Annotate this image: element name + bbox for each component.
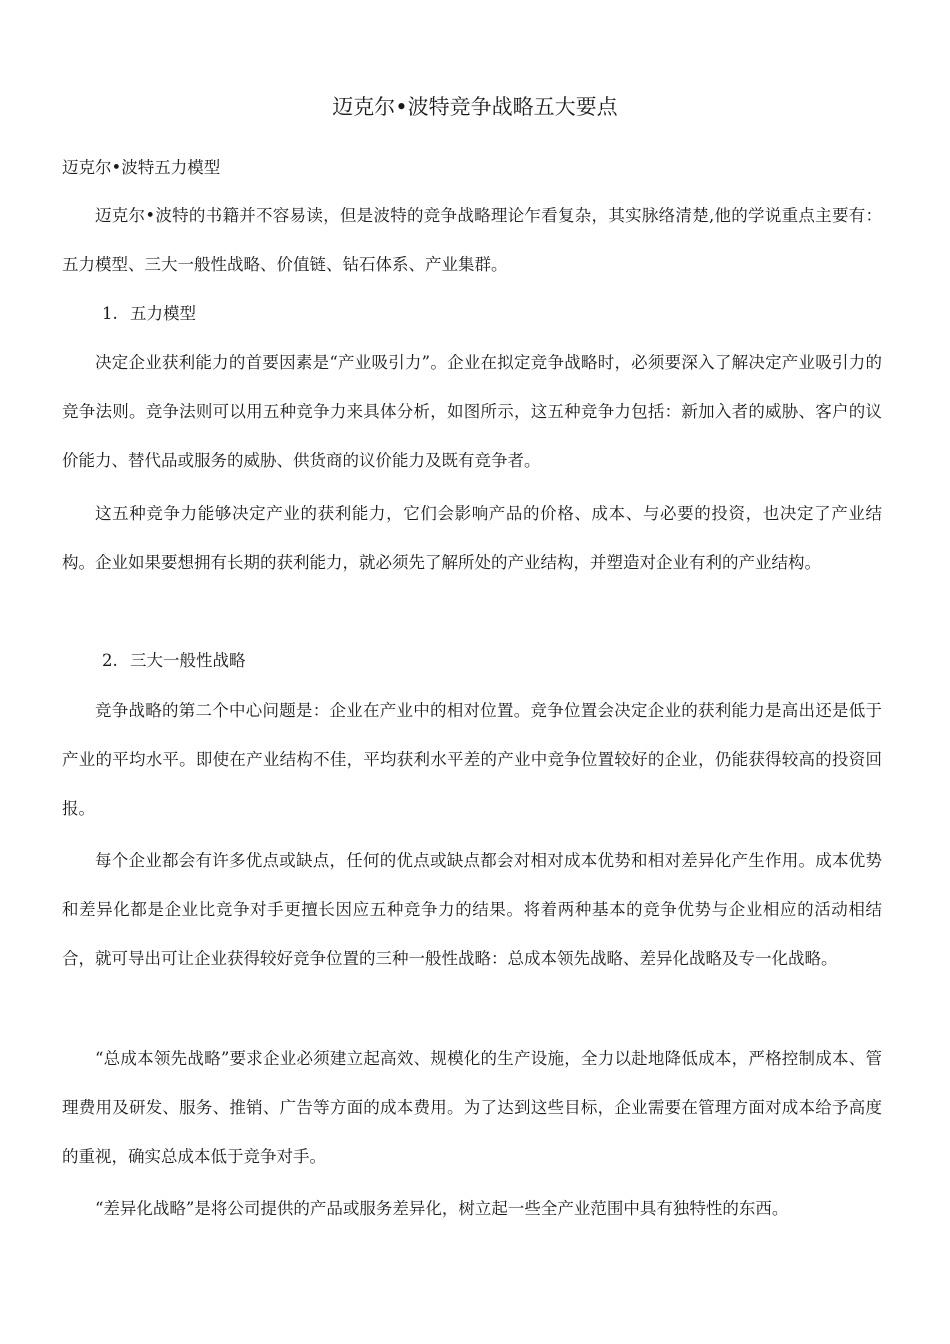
list-heading-five-forces [102, 300, 196, 328]
list-label: 五力模型 [130, 304, 196, 323]
paragraph-relative-position: 竞争战略的第二个中心问题是：企业在产业中的相对位置。竞争位置会决定企业的获利能力是高出还是低于产业的平均水平。即使在产业结构不佳，平均获利水平差的产业中竞争位置较好的企业，仍能获得较高的投资回报。 [62, 701, 882, 818]
paragraph-strengths-weaknesses: 每个企业都会有许多优点或缺点，任何的优点或缺点都会对相对成本优势和相对差异化产生作用。成本优势和差异化都是企业比竞争对手更擅长因应五种竞争力的结果。将着两种基本的竞争优势与企业相应的活动相结合，就可导出可让企业获得较好竞争位置的三种一般性战略：总成本领先战略、差异化战略及专一化战略。 [62, 851, 882, 968]
list-number: 1. [102, 304, 118, 323]
document-title: 迈克尔•波特竞争战略五大要点 [332, 95, 618, 119]
paragraph-industry-structure: 这五种竞争力能够决定产业的获利能力，它们会影响产品的价格、成本、与必要的投资，也决定了产业结构。企业如果要想拥有长期的获利能力，就必须先了解所处的产业结构，并塑造对企业有利的产业结构。 [62, 504, 882, 572]
paragraph-industry-attractiveness: 决定企业获利能力的首要因素是“产业吸引力”。企业在拟定竞争战略时，必须要深入了解决定产业吸引力的竞争法则。竞争法则可以用五种竞争力来具体分析，如图所示，这五种竞争力包括：新加入者的威胁、客户的议价能力、替代品或服务的威胁、供货商的议价能力及既有竞争者。 [62, 353, 882, 470]
paragraph-cost-leadership: “总成本领先战略”要求企业必须建立起高效、规模化的生产设施，全力以赴地降低成本，严格控制成本、管理费用及研发、服务、推销、广告等方面的成本费用。为了达到这些目标，企业需要在管理方面对成本给予高度的重视，确实总成本低于竞争对手。 [62, 1049, 882, 1166]
paragraph-differentiation: “差异化战略”是将公司提供的产品或服务差异化，树立起一些全产业范围中具有独特性的东西。 [95, 1199, 789, 1218]
list-number: 2. [102, 651, 118, 670]
section-heading: 迈克尔•波特五力模型 [62, 158, 221, 177]
list-label: 三大一般性战略 [130, 651, 246, 670]
list-heading-generic-strategies [102, 647, 246, 675]
paragraph-intro: 迈克尔•波特的书籍并不容易读，但是波特的竞争战略理论乍看复杂，其实脉络清楚,他的学说重点主要有：五力模型、三大一般性战略、价值链、钻石体系、产业集群。 [62, 206, 882, 274]
